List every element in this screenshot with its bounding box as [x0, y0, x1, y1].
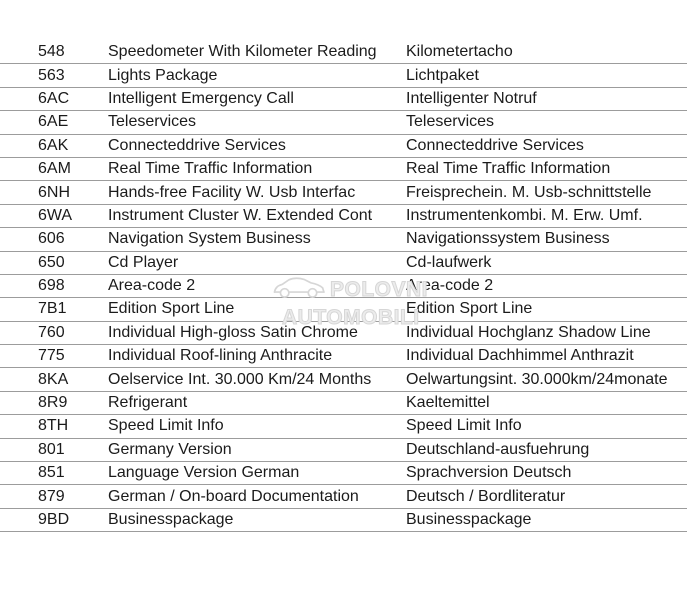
- option-name-de: Connecteddrive Services: [406, 136, 584, 154]
- option-name-en: German / On-board Documentation: [108, 487, 359, 505]
- table-row: [0, 415, 687, 438]
- option-name-en: Speedometer With Kilometer Reading: [108, 43, 377, 61]
- option-name-en: Lights Package: [108, 66, 218, 84]
- option-name-en: Connecteddrive Services: [108, 136, 286, 154]
- option-name-en: Area-code 2: [108, 277, 196, 295]
- option-name-de: Individual Dachhimmel Anthrazit: [406, 347, 634, 365]
- table-row: [0, 462, 687, 485]
- option-name-de: Businesspackage: [406, 511, 532, 528]
- option-code: 6AC: [38, 89, 70, 107]
- table-row: [0, 298, 687, 321]
- option-code: 606: [38, 230, 65, 248]
- option-name-de: Area-code 2: [406, 277, 494, 295]
- option-name-en: Intelligent Emergency Call: [108, 89, 294, 107]
- option-name-de: Edition Sport Line: [406, 300, 533, 318]
- option-name-de: Individual Hochglanz Shadow Line: [406, 323, 651, 341]
- option-name-de: Lichtpaket: [406, 66, 479, 84]
- option-name-en: Real Time Traffic Information: [108, 160, 313, 178]
- option-name-de: Speed Limit Info: [406, 417, 522, 435]
- table-row: [0, 345, 687, 368]
- option-code: 563: [38, 66, 65, 84]
- table-row: [0, 252, 687, 275]
- option-name-en: Edition Sport Line: [108, 300, 235, 318]
- option-code: 8R9: [38, 394, 68, 412]
- table-row: [0, 322, 687, 345]
- table-row: [0, 111, 687, 134]
- option-code: 6NH: [38, 183, 71, 201]
- option-name-en: Speed Limit Info: [108, 417, 224, 435]
- option-name-en: Language Version German: [108, 464, 300, 482]
- option-name-en: Germany Version: [108, 440, 232, 458]
- table-row: [0, 485, 687, 508]
- option-name-de: Kilometertacho: [406, 43, 513, 61]
- watermark-text-automobili: AUTOMOBILI: [282, 306, 420, 329]
- option-name-en: Navigation System Business: [108, 230, 311, 248]
- option-name-de: Real Time Traffic Information: [406, 160, 611, 178]
- option-code: 548: [38, 43, 65, 61]
- option-code: 879: [38, 487, 65, 505]
- table-row: [0, 64, 687, 87]
- option-name-en: Hands-free Facility W. Usb Interfac: [108, 183, 356, 201]
- option-code: 6AE: [38, 113, 69, 131]
- option-name-de: Deutschland-ausfuehrung: [406, 440, 590, 458]
- option-name-de: Kaeltemittel: [406, 394, 490, 412]
- option-code: 6WA: [38, 206, 73, 224]
- table-row: [0, 509, 687, 532]
- option-name-en: Refrigerant: [108, 394, 188, 412]
- table-row: [0, 158, 687, 181]
- watermark-text-polovni: POLOVNI: [330, 277, 429, 301]
- option-code: 650: [38, 253, 65, 271]
- option-name-de: Cd-laufwerk: [406, 253, 492, 271]
- table-row: [0, 135, 687, 158]
- option-name-de: Sprachversion Deutsch: [406, 464, 572, 482]
- table-row: [0, 205, 687, 228]
- option-name-en: Businesspackage: [108, 511, 234, 528]
- table-row: [0, 228, 687, 251]
- option-name-de: Instrumentenkombi. M. Erw. Umf.: [406, 206, 643, 224]
- option-name-en: Instrument Cluster W. Extended Cont: [108, 206, 373, 224]
- option-name-en: Individual High-gloss Satin Chrome: [108, 323, 358, 341]
- option-code: 8TH: [38, 417, 69, 435]
- options-table: [0, 41, 687, 532]
- table-row: [0, 368, 687, 391]
- option-code: 6AM: [38, 160, 71, 178]
- option-name-en: Individual Roof-lining Anthracite: [108, 347, 333, 365]
- table-row: [0, 181, 687, 204]
- option-code: 760: [38, 323, 65, 341]
- option-code: 9BD: [38, 511, 70, 528]
- option-code: 8KA: [38, 370, 69, 388]
- option-name-de: Oelwartungsint. 30.000km/24monate: [406, 370, 668, 388]
- option-name-en: Oelservice Int. 30.000 Km/24 Months: [108, 370, 372, 388]
- option-name-en: Teleservices: [108, 113, 197, 131]
- table-row: [0, 392, 687, 415]
- option-name-de: Deutsch / Bordliteratur: [406, 487, 566, 505]
- option-code: 7B1: [38, 300, 67, 318]
- option-name-en: Cd Player: [108, 253, 179, 271]
- table-row: [0, 439, 687, 462]
- option-name-de: Freisprechein. M. Usb-schnittstelle: [406, 183, 652, 201]
- option-code: 698: [38, 277, 65, 295]
- option-code: 801: [38, 440, 65, 458]
- option-name-de: Navigationssystem Business: [406, 230, 610, 248]
- option-name-de: Intelligenter Notruf: [406, 89, 537, 107]
- option-name-de: Teleservices: [406, 113, 495, 131]
- option-code: 851: [38, 464, 65, 482]
- option-code: 775: [38, 347, 65, 365]
- table-row: [0, 275, 687, 301]
- table-row: [0, 41, 687, 64]
- table-row: [0, 88, 687, 111]
- option-code: 6AK: [38, 136, 69, 154]
